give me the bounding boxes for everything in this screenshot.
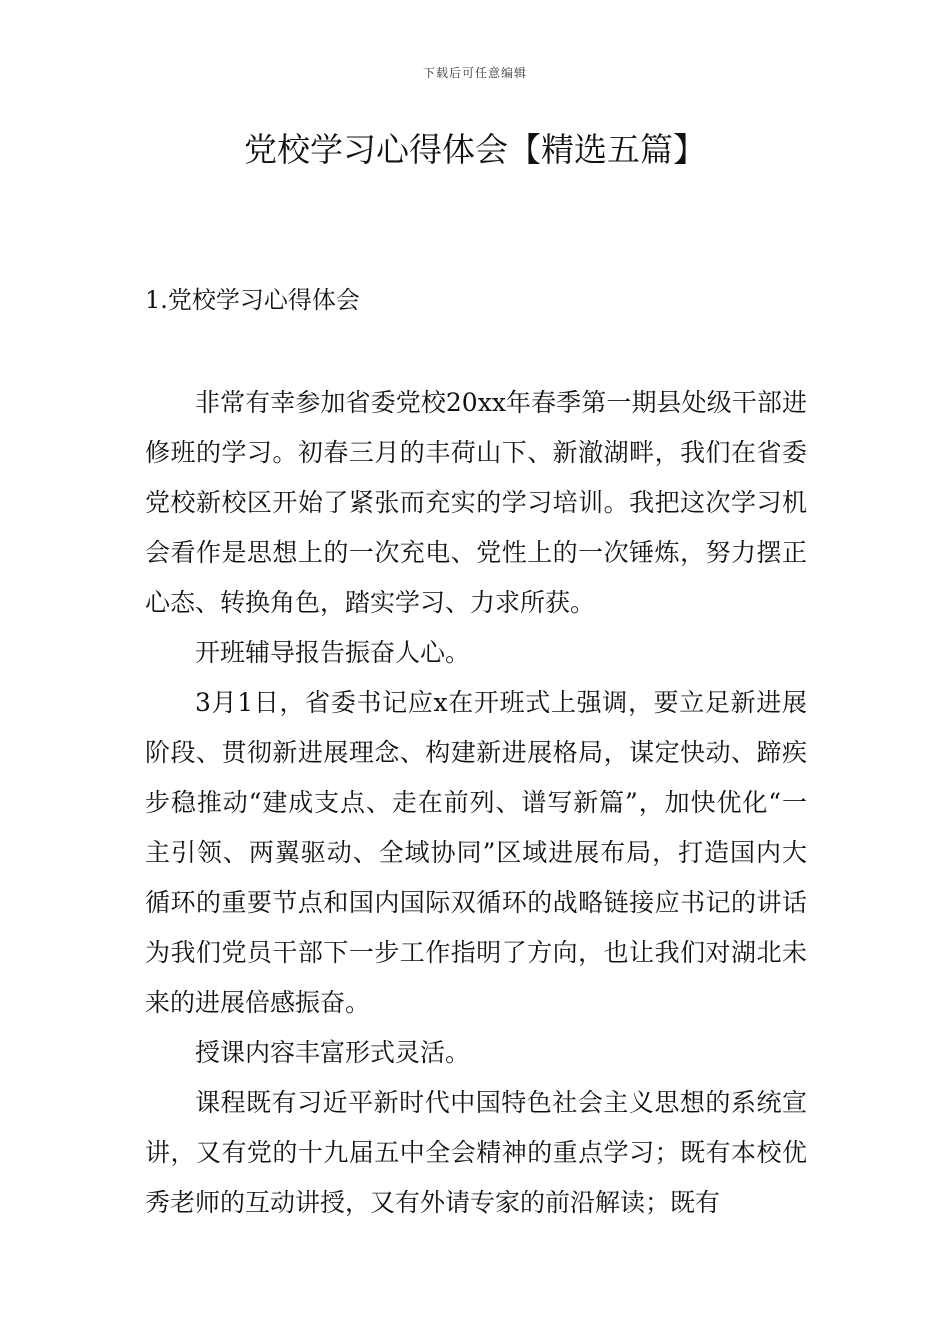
paragraph: 课程既有习近平新时代中国特色社会主义思想的系统宣讲，又有党的十九届五中全会精神的重点学习；既有本校优秀老师的互动讲授，又有外请专家的前沿解读；既有 (145, 1088, 807, 1217)
header-note: 下载后可任意编辑 (422, 66, 527, 80)
paragraph: 授课内容丰富形式灵活。 (195, 1038, 471, 1067)
paragraph: 3月1日，省委书记应x在开班式上强调，要立足新进展阶段、贯彻新进展理念、构建新进展格局，谋定快动、蹄疾步稳推动“建成支点、走在前列、谱写新篇”，加快优化“一主引领、两翼驱动、全域协同”区域进展布局，打造国内大循环的重要节点和国内国际双循环的战略链接应书记的讲话为我们党员干部下一步工作指明了方向，也让我们对湖北未来的进展倍感振奋。 (145, 688, 807, 1017)
document-title: 党校学习心得体会【精选五篇】 (244, 130, 706, 169)
paragraph: 开班辅导报告振奋人心。 (195, 638, 471, 667)
section-heading: 1.党校学习心得体会 (145, 286, 360, 314)
body-text (145, 378, 807, 1228)
paragraph: 非常有幸参加省委党校20xx年春季第一期县处级干部进修班的学习。初春三月的丰荷山下、新澈湖畔，我们在省委党校新校区开始了紧张而充实的学习培训。我把这次学习机会看作是思想上的一次充电、党性上的一次锤炼，努力摆正心态、转换角色，踏实学习、力求所获。 (145, 388, 807, 617)
